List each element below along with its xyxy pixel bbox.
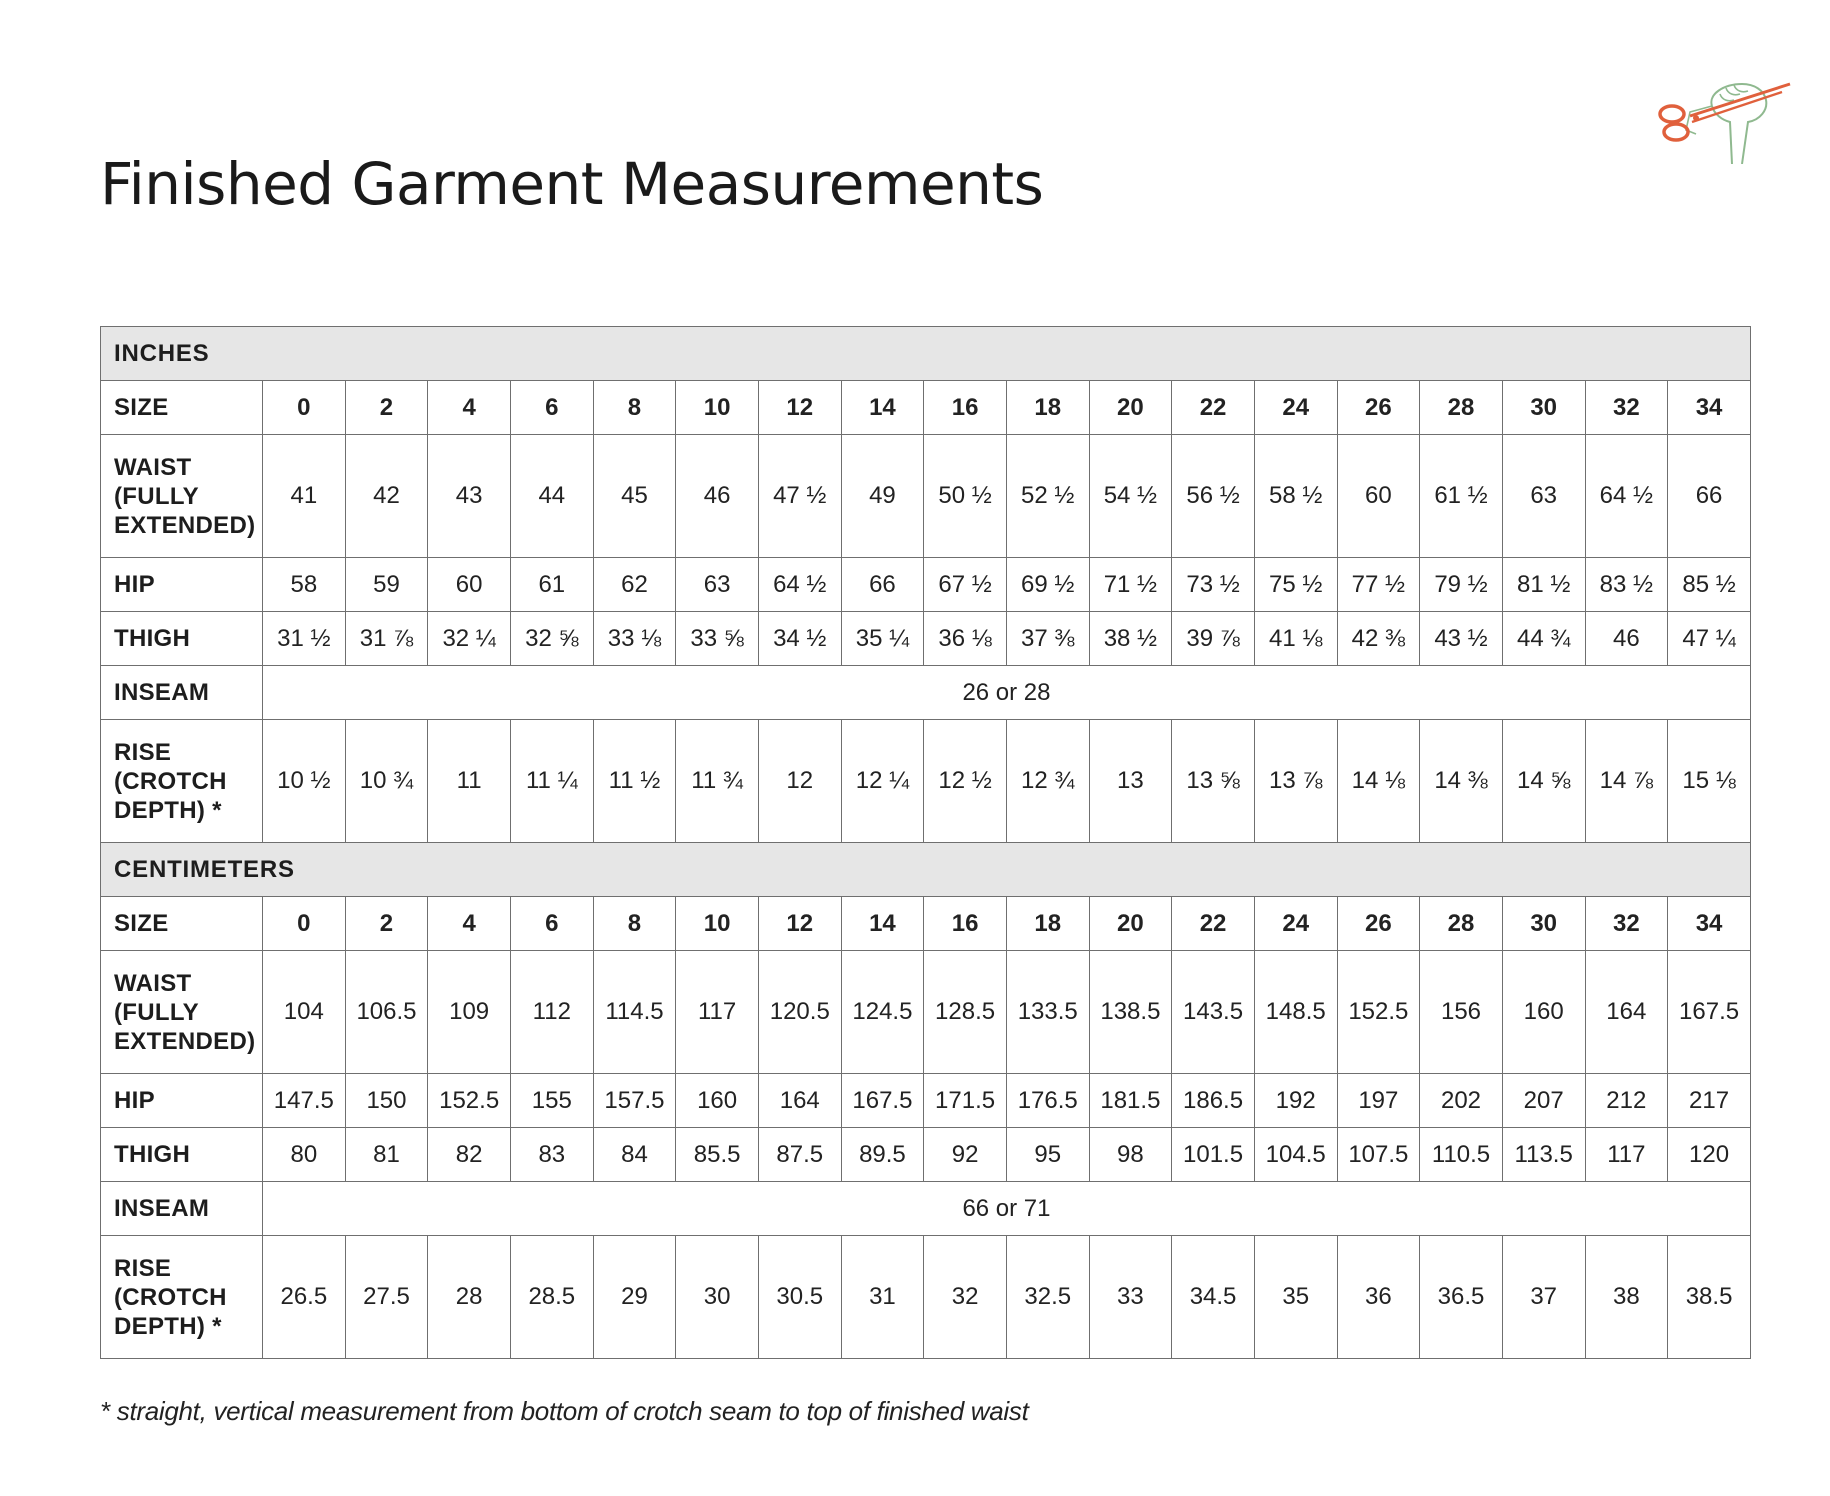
value-cell: 31 bbox=[841, 1236, 924, 1359]
value-cell: 60 bbox=[428, 558, 511, 612]
value-cell: 150 bbox=[345, 1074, 428, 1128]
size-cell: 24 bbox=[1254, 381, 1337, 435]
value-cell: 28 bbox=[428, 1236, 511, 1359]
value-cell: 212 bbox=[1585, 1074, 1668, 1128]
value-cell: 47 ¼ bbox=[1668, 612, 1751, 666]
size-cell: 14 bbox=[841, 381, 924, 435]
value-cell: 61 ½ bbox=[1420, 435, 1503, 558]
value-cell: 12 ¾ bbox=[1006, 720, 1089, 843]
value-cell: 33 ⅝ bbox=[676, 612, 759, 666]
size-cell: 18 bbox=[1006, 897, 1089, 951]
size-cell: 20 bbox=[1089, 381, 1172, 435]
value-cell: 101.5 bbox=[1172, 1128, 1255, 1182]
value-cell: 64 ½ bbox=[1585, 435, 1668, 558]
value-cell: 167.5 bbox=[1668, 951, 1751, 1074]
value-cell: 42 ⅜ bbox=[1337, 612, 1420, 666]
size-cell: 4 bbox=[428, 897, 511, 951]
size-cell: 20 bbox=[1089, 897, 1172, 951]
value-cell: 31 ½ bbox=[263, 612, 346, 666]
value-cell: 124.5 bbox=[841, 951, 924, 1074]
row-label: WAIST (FULLY EXTENDED) bbox=[101, 951, 263, 1074]
measurement-row bbox=[101, 1128, 1751, 1182]
measurement-row bbox=[101, 558, 1751, 612]
measurement-row bbox=[101, 612, 1751, 666]
value-cell: 34 ½ bbox=[758, 612, 841, 666]
row-label: RISE (CROTCH DEPTH) * bbox=[101, 1236, 263, 1359]
value-cell: 92 bbox=[924, 1128, 1007, 1182]
measurement-row bbox=[101, 1182, 1751, 1236]
size-cell: 12 bbox=[758, 381, 841, 435]
value-cell: 37 ⅜ bbox=[1006, 612, 1089, 666]
value-cell: 104.5 bbox=[1254, 1128, 1337, 1182]
value-cell: 47 ½ bbox=[758, 435, 841, 558]
value-cell: 80 bbox=[263, 1128, 346, 1182]
value-cell: 64 ½ bbox=[758, 558, 841, 612]
value-cell: 81 bbox=[345, 1128, 428, 1182]
value-cell: 58 ½ bbox=[1254, 435, 1337, 558]
value-cell: 52 ½ bbox=[1006, 435, 1089, 558]
value-cell: 12 ½ bbox=[924, 720, 1007, 843]
value-cell: 43 ½ bbox=[1420, 612, 1503, 666]
value-cell: 61 bbox=[510, 558, 593, 612]
value-cell: 41 ⅛ bbox=[1254, 612, 1337, 666]
value-cell: 43 bbox=[428, 435, 511, 558]
row-label: INSEAM bbox=[101, 666, 263, 720]
value-cell: 113.5 bbox=[1502, 1128, 1585, 1182]
value-cell: 112 bbox=[510, 951, 593, 1074]
value-cell: 39 ⅞ bbox=[1172, 612, 1255, 666]
value-cell: 217 bbox=[1668, 1074, 1751, 1128]
value-cell: 114.5 bbox=[593, 951, 676, 1074]
value-cell: 41 bbox=[263, 435, 346, 558]
measurement-row bbox=[101, 1074, 1751, 1128]
size-cell: 10 bbox=[676, 381, 759, 435]
value-cell: 46 bbox=[1585, 612, 1668, 666]
value-cell: 82 bbox=[428, 1128, 511, 1182]
value-cell: 117 bbox=[676, 951, 759, 1074]
measurement-row bbox=[101, 720, 1751, 843]
value-cell: 29 bbox=[593, 1236, 676, 1359]
value-cell: 69 ½ bbox=[1006, 558, 1089, 612]
value-cell: 11 ¾ bbox=[676, 720, 759, 843]
row-label: RISE (CROTCH DEPTH) * bbox=[101, 720, 263, 843]
value-cell: 83 bbox=[510, 1128, 593, 1182]
value-cell: 110.5 bbox=[1420, 1128, 1503, 1182]
value-cell: 13 ⅝ bbox=[1172, 720, 1255, 843]
size-cell: 8 bbox=[593, 897, 676, 951]
size-cell: 12 bbox=[758, 897, 841, 951]
size-row bbox=[101, 381, 1751, 435]
measurement-row bbox=[101, 1236, 1751, 1359]
value-cell: 10 ¾ bbox=[345, 720, 428, 843]
size-cell: 24 bbox=[1254, 897, 1337, 951]
value-cell: 148.5 bbox=[1254, 951, 1337, 1074]
value-cell: 38 bbox=[1585, 1236, 1668, 1359]
size-cell: 28 bbox=[1420, 381, 1503, 435]
value-cell: 38.5 bbox=[1668, 1236, 1751, 1359]
size-cell: 0 bbox=[263, 381, 346, 435]
value-cell: 35 bbox=[1254, 1236, 1337, 1359]
value-cell: 30.5 bbox=[758, 1236, 841, 1359]
size-cell: 30 bbox=[1502, 381, 1585, 435]
value-cell: 207 bbox=[1502, 1074, 1585, 1128]
size-row bbox=[101, 897, 1751, 951]
value-cell: 95 bbox=[1006, 1128, 1089, 1182]
measurement-row bbox=[101, 951, 1751, 1074]
value-cell: 49 bbox=[841, 435, 924, 558]
value-cell: 59 bbox=[345, 558, 428, 612]
spanned-value-cell: 26 or 28 bbox=[263, 666, 1751, 720]
value-cell: 164 bbox=[758, 1074, 841, 1128]
value-cell: 202 bbox=[1420, 1074, 1503, 1128]
value-cell: 128.5 bbox=[924, 951, 1007, 1074]
value-cell: 138.5 bbox=[1089, 951, 1172, 1074]
value-cell: 160 bbox=[1502, 951, 1585, 1074]
value-cell: 12 ¼ bbox=[841, 720, 924, 843]
value-cell: 117 bbox=[1585, 1128, 1668, 1182]
size-cell: 30 bbox=[1502, 897, 1585, 951]
value-cell: 152.5 bbox=[1337, 951, 1420, 1074]
size-cell: 8 bbox=[593, 381, 676, 435]
value-cell: 157.5 bbox=[593, 1074, 676, 1128]
value-cell: 66 bbox=[841, 558, 924, 612]
value-cell: 155 bbox=[510, 1074, 593, 1128]
footnote: * straight, vertical measurement from bottom of crotch seam to top of finished waist bbox=[100, 1396, 1029, 1426]
value-cell: 79 ½ bbox=[1420, 558, 1503, 612]
size-label: SIZE bbox=[101, 381, 263, 435]
section-header-row bbox=[101, 843, 1751, 897]
size-cell: 26 bbox=[1337, 897, 1420, 951]
size-label: SIZE bbox=[101, 897, 263, 951]
size-cell: 34 bbox=[1668, 897, 1751, 951]
value-cell: 10 ½ bbox=[263, 720, 346, 843]
value-cell: 87.5 bbox=[758, 1128, 841, 1182]
size-cell: 4 bbox=[428, 381, 511, 435]
value-cell: 11 ¼ bbox=[510, 720, 593, 843]
value-cell: 14 ⅜ bbox=[1420, 720, 1503, 843]
value-cell: 33 bbox=[1089, 1236, 1172, 1359]
value-cell: 66 bbox=[1668, 435, 1751, 558]
value-cell: 44 ¾ bbox=[1502, 612, 1585, 666]
value-cell: 106.5 bbox=[345, 951, 428, 1074]
value-cell: 167.5 bbox=[841, 1074, 924, 1128]
row-label: THIGH bbox=[101, 1128, 263, 1182]
value-cell: 33 ⅛ bbox=[593, 612, 676, 666]
value-cell: 34.5 bbox=[1172, 1236, 1255, 1359]
size-cell: 0 bbox=[263, 897, 346, 951]
value-cell: 83 ½ bbox=[1585, 558, 1668, 612]
value-cell: 36 bbox=[1337, 1236, 1420, 1359]
value-cell: 171.5 bbox=[924, 1074, 1007, 1128]
measurement-row bbox=[101, 435, 1751, 558]
value-cell: 14 ⅝ bbox=[1502, 720, 1585, 843]
value-cell: 28.5 bbox=[510, 1236, 593, 1359]
size-cell: 22 bbox=[1172, 381, 1255, 435]
value-cell: 104 bbox=[263, 951, 346, 1074]
value-cell: 81 ½ bbox=[1502, 558, 1585, 612]
value-cell: 37 bbox=[1502, 1236, 1585, 1359]
value-cell: 77 ½ bbox=[1337, 558, 1420, 612]
value-cell: 12 bbox=[758, 720, 841, 843]
spanned-value-cell: 66 or 71 bbox=[263, 1182, 1751, 1236]
value-cell: 38 ½ bbox=[1089, 612, 1172, 666]
row-label: HIP bbox=[101, 1074, 263, 1128]
value-cell: 164 bbox=[1585, 951, 1668, 1074]
value-cell: 160 bbox=[676, 1074, 759, 1128]
value-cell: 11 ½ bbox=[593, 720, 676, 843]
value-cell: 197 bbox=[1337, 1074, 1420, 1128]
value-cell: 147.5 bbox=[263, 1074, 346, 1128]
value-cell: 27.5 bbox=[345, 1236, 428, 1359]
value-cell: 62 bbox=[593, 558, 676, 612]
size-cell: 32 bbox=[1585, 897, 1668, 951]
value-cell: 54 ½ bbox=[1089, 435, 1172, 558]
value-cell: 56 ½ bbox=[1172, 435, 1255, 558]
value-cell: 31 ⅞ bbox=[345, 612, 428, 666]
size-cell: 28 bbox=[1420, 897, 1503, 951]
value-cell: 120.5 bbox=[758, 951, 841, 1074]
value-cell: 71 ½ bbox=[1089, 558, 1172, 612]
value-cell: 75 ½ bbox=[1254, 558, 1337, 612]
value-cell: 32 ¼ bbox=[428, 612, 511, 666]
value-cell: 13 bbox=[1089, 720, 1172, 843]
size-cell: 16 bbox=[924, 381, 1007, 435]
value-cell: 152.5 bbox=[428, 1074, 511, 1128]
value-cell: 85 ½ bbox=[1668, 558, 1751, 612]
size-cell: 26 bbox=[1337, 381, 1420, 435]
value-cell: 45 bbox=[593, 435, 676, 558]
value-cell: 181.5 bbox=[1089, 1074, 1172, 1128]
value-cell: 46 bbox=[676, 435, 759, 558]
size-cell: 6 bbox=[510, 381, 593, 435]
size-cell: 34 bbox=[1668, 381, 1751, 435]
value-cell: 109 bbox=[428, 951, 511, 1074]
value-cell: 26.5 bbox=[263, 1236, 346, 1359]
row-label: HIP bbox=[101, 558, 263, 612]
value-cell: 63 bbox=[676, 558, 759, 612]
value-cell: 107.5 bbox=[1337, 1128, 1420, 1182]
value-cell: 32.5 bbox=[1006, 1236, 1089, 1359]
row-label: WAIST (FULLY EXTENDED) bbox=[101, 435, 263, 558]
value-cell: 67 ½ bbox=[924, 558, 1007, 612]
size-cell: 6 bbox=[510, 897, 593, 951]
value-cell: 85.5 bbox=[676, 1128, 759, 1182]
size-cell: 22 bbox=[1172, 897, 1255, 951]
size-cell: 2 bbox=[345, 381, 428, 435]
measurement-row bbox=[101, 666, 1751, 720]
section-header-row bbox=[101, 327, 1751, 381]
size-cell: 32 bbox=[1585, 381, 1668, 435]
value-cell: 192 bbox=[1254, 1074, 1337, 1128]
value-cell: 32 bbox=[924, 1236, 1007, 1359]
value-cell: 60 bbox=[1337, 435, 1420, 558]
value-cell: 58 bbox=[263, 558, 346, 612]
section-label: INCHES bbox=[101, 327, 1751, 381]
page-title: Finished Garment Measurements bbox=[100, 150, 1044, 218]
value-cell: 98 bbox=[1089, 1128, 1172, 1182]
measurement-table bbox=[100, 326, 1751, 1359]
size-cell: 2 bbox=[345, 897, 428, 951]
value-cell: 11 bbox=[428, 720, 511, 843]
value-cell: 176.5 bbox=[1006, 1074, 1089, 1128]
size-cell: 10 bbox=[676, 897, 759, 951]
value-cell: 44 bbox=[510, 435, 593, 558]
row-label: THIGH bbox=[101, 612, 263, 666]
hand-holding-scissors-icon bbox=[1650, 72, 1800, 164]
value-cell: 32 ⅝ bbox=[510, 612, 593, 666]
size-cell: 18 bbox=[1006, 381, 1089, 435]
value-cell: 120 bbox=[1668, 1128, 1751, 1182]
value-cell: 35 ¼ bbox=[841, 612, 924, 666]
value-cell: 89.5 bbox=[841, 1128, 924, 1182]
size-cell: 14 bbox=[841, 897, 924, 951]
value-cell: 14 ⅛ bbox=[1337, 720, 1420, 843]
value-cell: 73 ½ bbox=[1172, 558, 1255, 612]
value-cell: 143.5 bbox=[1172, 951, 1255, 1074]
value-cell: 156 bbox=[1420, 951, 1503, 1074]
value-cell: 36.5 bbox=[1420, 1236, 1503, 1359]
value-cell: 42 bbox=[345, 435, 428, 558]
value-cell: 186.5 bbox=[1172, 1074, 1255, 1128]
value-cell: 50 ½ bbox=[924, 435, 1007, 558]
section-label: CENTIMETERS bbox=[101, 843, 1751, 897]
row-label: INSEAM bbox=[101, 1182, 263, 1236]
value-cell: 84 bbox=[593, 1128, 676, 1182]
size-cell: 16 bbox=[924, 897, 1007, 951]
value-cell: 14 ⅞ bbox=[1585, 720, 1668, 843]
value-cell: 15 ⅛ bbox=[1668, 720, 1751, 843]
value-cell: 13 ⅞ bbox=[1254, 720, 1337, 843]
value-cell: 63 bbox=[1502, 435, 1585, 558]
value-cell: 30 bbox=[676, 1236, 759, 1359]
value-cell: 36 ⅛ bbox=[924, 612, 1007, 666]
value-cell: 133.5 bbox=[1006, 951, 1089, 1074]
